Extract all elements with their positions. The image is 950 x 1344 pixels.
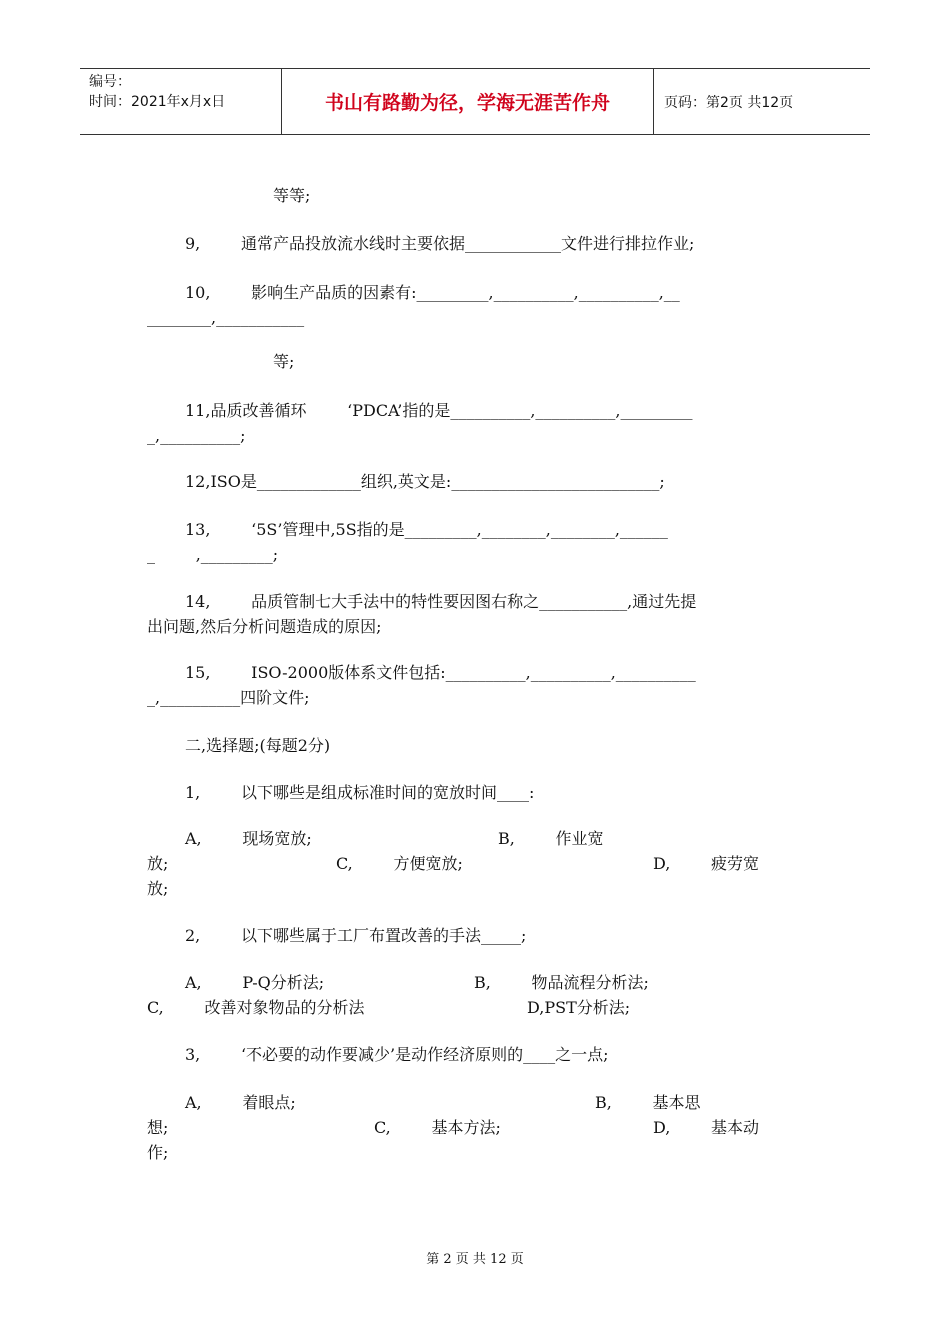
question-14-cont: 出问题,然后分析问题造成的原因; — [147, 617, 382, 636]
option-line: B, 作业宽 — [498, 829, 604, 848]
option-line: 作; — [147, 1143, 169, 1162]
mc-question-1: 1, 以下哪些是组成标准时间的宽放时间____: — [185, 783, 535, 802]
option-line: C, 基本方法; — [374, 1118, 501, 1137]
question-14: 14, 品质管制七大手法中的特性要因图右称之___________,通过先提 — [185, 592, 697, 611]
option-line: A, P-Q分析法; — [185, 973, 325, 992]
question-15-cont: _,__________四阶文件; — [147, 688, 310, 707]
option-line: D,PST分析法; — [527, 998, 631, 1017]
mc-question-2: 2, 以下哪些属于工厂布置改善的手法_____; — [185, 926, 527, 945]
number-label: 编号： — [89, 74, 131, 90]
text-line: 等等; — [273, 186, 311, 205]
question-15: 15, ISO-2000版体系文件包括:__________,__________,__________ — [185, 663, 696, 682]
header-page-info: 页码：第2页 共12页 — [664, 94, 794, 111]
text-line: 等; — [273, 352, 295, 371]
option-line: 想; — [147, 1118, 169, 1137]
question-10: 10, 影响生产品质的因素有:_________,__________,__________,__ — [185, 283, 680, 302]
mc-question-3: 3, ‘不必要的动作要减少’是动作经济原则的____之一点; — [185, 1045, 609, 1064]
option-line: 放; — [147, 854, 169, 873]
option-line: A, 着眼点; — [185, 1093, 296, 1112]
option-line: B, 基本思 — [595, 1093, 701, 1112]
question-13: 13, ‘5S’管理中,5S指的是_________,________,________,______ — [185, 520, 668, 539]
question-13-cont: _ ,_________; — [147, 545, 279, 564]
option-line: 放; — [147, 879, 169, 898]
option-line: B, 物品流程分析法; — [474, 973, 649, 992]
question-12: 12,ISO是_____________组织,英文是:__________________________; — [185, 472, 665, 491]
option-line: C, 方便宽放; — [336, 854, 463, 873]
section-heading: 二,选择题;(每题2分) — [185, 736, 331, 755]
page-footer: 第 2 页 共 12 页 — [426, 1252, 524, 1267]
header-motto: 书山有路勤为径，学海无涯苦作舟 — [282, 69, 654, 134]
option-line: D, 疲劳宽 — [653, 854, 760, 873]
question-11-cont: _,__________; — [147, 426, 246, 445]
page-header — [80, 68, 870, 135]
question-11: 11,品质改善循环 ‘PDCA’指的是__________,__________,_________ — [185, 401, 693, 420]
question-9: 9, 通常产品投放流水线时主要依据____________文件进行排拉作业; — [185, 234, 695, 253]
time-label: 时间：2021年x月x日 — [89, 94, 226, 110]
option-line: A, 现场宽放; — [185, 829, 312, 848]
header-meta — [80, 69, 282, 134]
option-line: D, 基本动 — [653, 1118, 760, 1137]
option-line: C, 改善对象物品的分析法 — [147, 998, 365, 1017]
question-10-cont: ________,___________ — [147, 308, 305, 327]
